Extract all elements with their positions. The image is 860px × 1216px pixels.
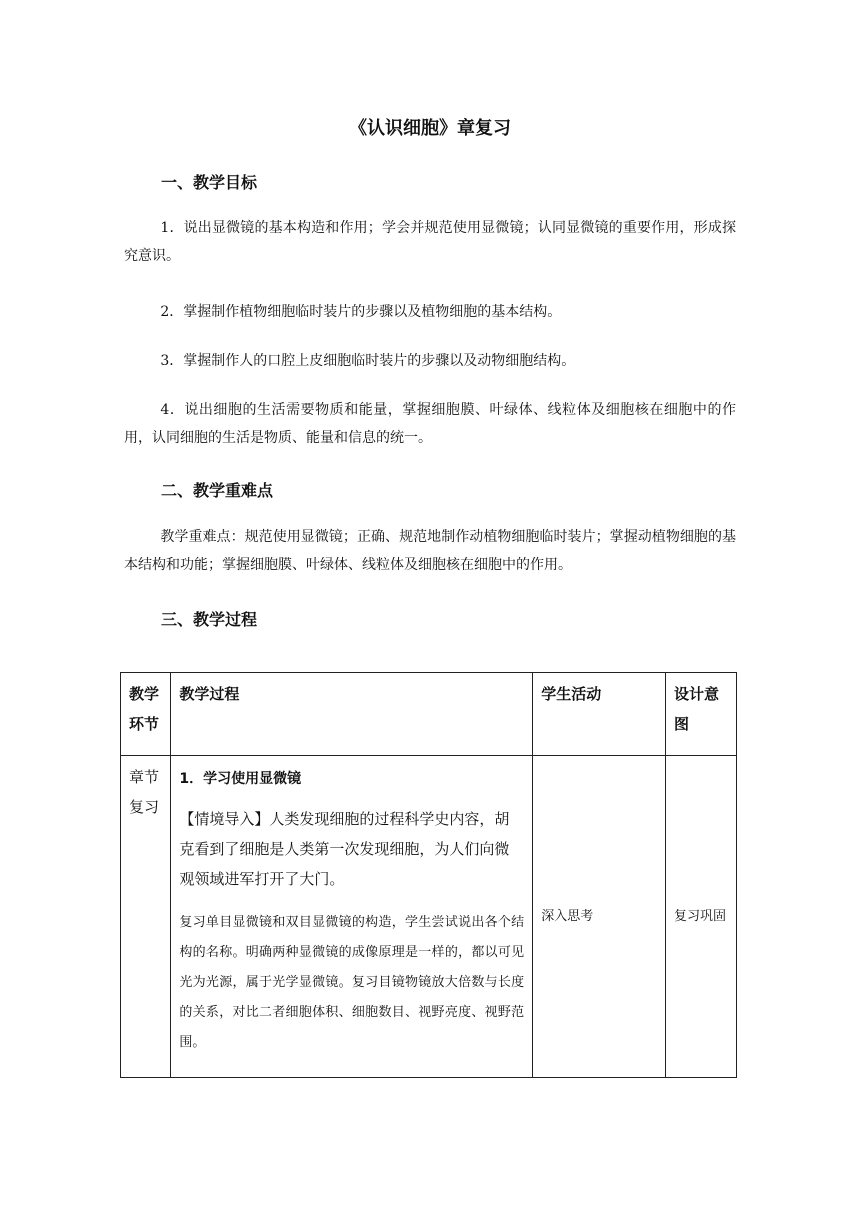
key-points-paragraph: 教学重难点：规范使用显微镜；正确、规范地制作动植物细胞临时装片；掌握动植物细胞的基本结构和功能；掌握细胞膜、叶绿体、线粒体及细胞核在细胞中的作用。 (124, 529, 736, 573)
header-process: 教学过程 (171, 673, 533, 756)
process-title: 1．学习使用显微镜 (179, 771, 302, 787)
process-body: 复习单目显微镜和双目显微镜的构造，学生尝试说出各个结构的名称。明确两种显微镜的成像原理是一样的，都以可见光为光源，属于光学显微镜。复习目镜物镜放大倍数与长度的关系，对比二者细胞体积、细胞数目、视野亮度、视野范围。 (179, 915, 525, 1050)
process-intro: 【情境导入】人类发现细胞的过程科学史内容，胡克看到了细胞是人类第一次发现细胞，为人们向微观领域进军打开了大门。 (179, 810, 510, 888)
objective-paragraph-1: 1．说出显微镜的基本构造和作用；学会并规范使用显微镜；认同显微镜的重要作用，形成探究意识。 (124, 220, 736, 264)
objective-paragraph-2: 2．掌握制作植物细胞临时装片的步骤以及植物细胞的基本结构。 (160, 304, 562, 320)
table-header-row (121, 673, 737, 756)
cell-process (171, 756, 533, 1078)
cell-design-intent: 复习巩固 (666, 756, 737, 1078)
section-heading-process: 三、教学过程 (161, 610, 258, 629)
objective-paragraph-4: 4．说出细胞的生活需要物质和能量，掌握细胞膜、叶绿体、线粒体及细胞核在细胞中的作用，认同细胞的生活是物质、能量和信息的统一。 (124, 402, 736, 446)
header-student-activity: 学生活动 (533, 673, 666, 756)
cell-stage: 章节复习 (121, 756, 171, 1078)
cell-student-activity: 深入思考 (533, 756, 666, 1078)
lesson-table (120, 672, 737, 1078)
table-row (121, 756, 737, 1078)
section-heading-objectives: 一、教学目标 (161, 173, 258, 192)
header-design-intent: 设计意图 (666, 673, 737, 756)
section-heading-key-points: 二、教学重难点 (161, 481, 274, 500)
header-stage: 教学环节 (121, 673, 171, 756)
objective-paragraph-3: 3．掌握制作人的口腔上皮细胞临时装片的步骤以及动物细胞结构。 (160, 353, 576, 369)
document-title: 《认识细胞》章复习 (349, 118, 511, 139)
